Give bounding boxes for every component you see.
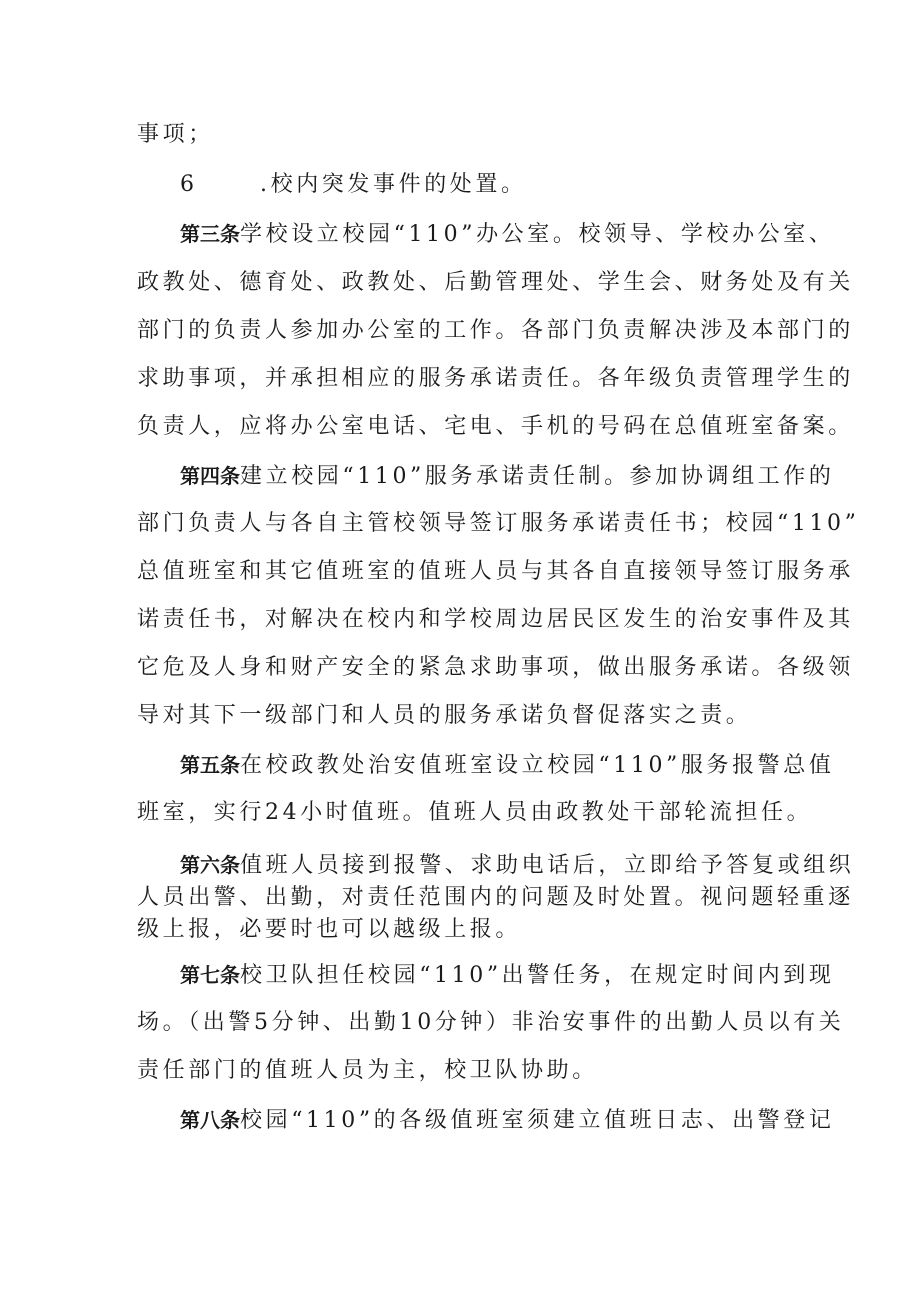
- article-7-first-line: 第七条校卫队担任校园“110”出警任务，在规定时间内到现: [180, 963, 835, 988]
- article-5-heading: 第五条: [180, 753, 240, 777]
- text-line: 人员出警、出勤，对责任范围内的问题及时处置。视问题轻重逐: [137, 885, 854, 910]
- text-line: 部门的负责人参加办公室的工作。各部门负责解决涉及本部门的: [137, 318, 854, 343]
- text-line: 政教处、德育处、政教处、后勤管理处、学生会、财务处及有关: [137, 270, 854, 295]
- article-8-heading: 第八条: [180, 1108, 240, 1132]
- article-4-heading: 第四条: [180, 464, 240, 488]
- text-line: 负责人，应将办公室电话、宅电、手机的号码在总值班室备案。: [137, 414, 854, 439]
- article-3-heading: 第三条: [180, 222, 240, 246]
- list-number: 6: [180, 172, 194, 197]
- text-line: 求助事项，并承担相应的服务承诺责任。各年级负责管理学生的: [137, 366, 854, 391]
- text-line: 它危及人身和财产安全的紧急求助事项，做出服务承诺。各级领: [137, 655, 854, 680]
- text-line: 诺责任书，对解决在校内和学校周边居民区发生的治安事件及其: [137, 607, 854, 632]
- list-text: .校内突发事件的处置。: [260, 172, 527, 197]
- text-line: 场。（出警5分钟、出勤10分钟）非治安事件的出勤人员以有关: [137, 1010, 845, 1035]
- article-6-first-line: 第六条值班人员接到报警、求助电话后，立即给予答复或组织: [180, 853, 855, 878]
- text-line: 导对其下一级部门和人员的服务承诺负督促落实之责。: [137, 703, 752, 728]
- article-6-heading: 第六条: [180, 853, 240, 877]
- list-item-6: [180, 170, 527, 200]
- article-5-first-line: 第五条在校政教处治安值班室设立校园“110”服务报警总值: [180, 753, 835, 778]
- text-line: 事项；: [137, 122, 214, 147]
- text-line: 级上报，必要时也可以越级上报。: [137, 917, 522, 942]
- text-line: 责任部门的值班人员为主，校卫队协助。: [137, 1058, 598, 1083]
- article-4-first-line: 第四条建立校园“110”服务承诺责任制。参加协调组工作的: [180, 464, 835, 489]
- article-8-first-line: 第八条校园“110”的各级值班室须建立值班日志、出警登记: [180, 1108, 835, 1133]
- text-line: 总值班室和其它值班室的值班人员与其各自直接领导签订服务承: [137, 559, 854, 584]
- article-7-heading: 第七条: [180, 963, 240, 987]
- article-3-first-line: 第三条学校设立校园“110”办公室。校领导、学校办公室、: [180, 222, 835, 247]
- text-line: 部门负责人与各自主管校领导签订服务承诺责任书；校园“110”: [137, 511, 860, 536]
- text-line: 班室，实行24小时值班。值班人员由政教处干部轮流担任。: [137, 800, 813, 825]
